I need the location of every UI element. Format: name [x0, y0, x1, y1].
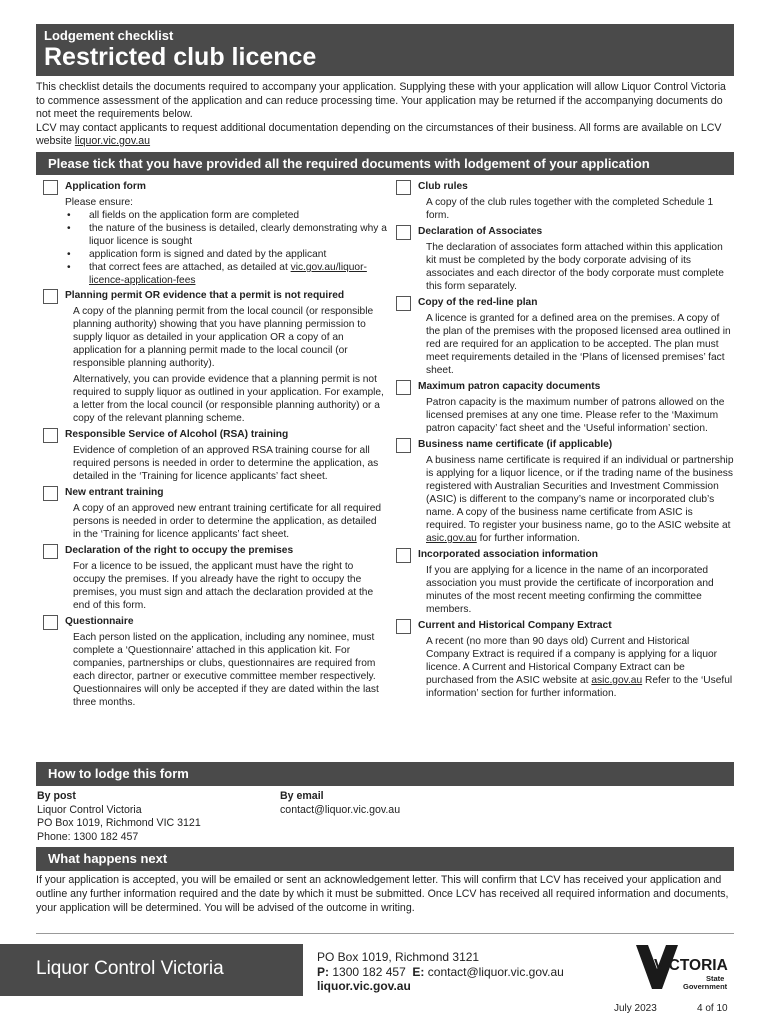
item-business-name-certificate: Business name certificate (if applicable) A business name certificate is required if an individual or partnership is applying for a liquor licence, or if the trading name of the business registered with Australian Securities and Investment Commission (ASIC) is different to the company’s name or incorporated club’s name. A copy of the business name certificate from ASIC is required. To register your business name, go to the ASIC website at asic.gov.au for further information.	[390, 438, 734, 545]
footer-divider	[36, 933, 734, 934]
footer-date: July 2023	[614, 1003, 657, 1014]
item-rsa-training: Responsible Service of Alcohol (RSA) training Evidence of completion of an approved RSA training course for all required persons is needed in order to determine the application, as detailed in the ‘Training for licence applicants’ fact sheet.	[37, 428, 387, 483]
footer-email[interactable]: contact@liquor.vic.gov.au	[427, 964, 564, 979]
fees-link[interactable]: vic.gov.au/liquor-licence-application-fees	[89, 262, 367, 286]
lodge-by-email: By email contact@liquor.vic.gov.au	[280, 790, 530, 817]
checkbox-right-to-occupy[interactable]	[43, 544, 58, 559]
item-application-form: Application form Please ensure: • all fields on the application form are completed • the nature of the business is detailed, clearly demonstrating why a liquor licence is sought • application form is signed and dated by the applicant • that correct fees are attached, as detailed at vic.gov.au/liquor-licence-application-fees	[37, 180, 387, 287]
checkbox-planning-permit[interactable]	[43, 289, 58, 304]
item-declaration-of-associates: Declaration of Associates The declaration of associates form attached within this application kit must be completed by the body corporate advising of its associates and each director of the body corporate must complete this form separately.	[390, 225, 734, 293]
footer-website[interactable]: liquor.vic.gov.au	[317, 979, 411, 993]
item-new-entrant-training: New entrant training A copy of an approved new entrant training certificate for all required persons is needed in order to determine the application, as detailed in the ‘Training for licence applicants’ fact sheet.	[37, 486, 387, 541]
item-patron-capacity: Maximum patron capacity documents Patron capacity is the maximum number of patrons allowed on the licensed premises at any one time. Please refer to the ‘Maximum patron capacity’ fact sheet and the ‘Useful information’ section.	[390, 380, 734, 435]
item-questionnaire: Questionnaire Each person listed on the application, including any nominee, must complete a ‘Questionnaire’ attached in this application kit. For companies, partnerships or clubs, questionnaires are required from each director, partner or executive committee member respectively. Questionnaires will only be accepted if they are dated within the last three months.	[37, 615, 387, 709]
checklist-left-column	[37, 180, 387, 712]
checklist-right-column	[390, 180, 734, 703]
document-subtitle: Lodgement checklist	[44, 28, 174, 43]
how-to-lodge-heading: How to lodge this form	[36, 762, 734, 786]
item-right-to-occupy: Declaration of the right to occupy the premises For a licence to be issued, the applicant must have the right to occupy the premises. If you already have the right to occupy the premises, you must sign and attach the declaration provided at the end of this form.	[37, 544, 387, 612]
checkbox-new-entrant-training[interactable]	[43, 486, 58, 501]
lcv-website-link[interactable]: liquor.vic.gov.au	[74, 135, 151, 147]
item-planning-permit: Planning permit OR evidence that a permit is not required A copy of the planning permit from the local council (or responsible planning authority) showing that you have planning permission to supply liquor as detailed in your application OR a copy of an application for a planning permit made to the local council (or responsible planning authority). Alternatively, you can provide evidence that a planning permit is not required to supply liquor as outlined in your application. For example, a letter from the local council (or responsible planning authority) or a copy of the relevant planning scheme.	[37, 289, 387, 425]
item-incorporated-association: Incorporated association information If you are applying for a licence in the name of an incorporated association you must provide the certificate of incorporation and minutes of the most recent meeting confirming the committee members.	[390, 548, 734, 616]
footer-org-name: Liquor Control Victoria	[36, 958, 224, 979]
checkbox-red-line-plan[interactable]	[396, 296, 411, 311]
item-red-line-plan: Copy of the red-line plan A licence is granted for a defined area on the premises. A copy of the plan of the premises with the proposed licensed area outlined in red are required for an application to be accepted. The plan must meet requirements detailed in the ‘Plans of licensed premises’ fact sheet.	[390, 296, 734, 377]
what-happens-next-text: If your application is accepted, you will be emailed or sent an acknowledgement letter. This will confirm that LCV has received your application and outline any further information required and the date by which it must be submitted. Once LCV has received all required information and documents, your application will be determined. You will be advised of the outcome in writing.	[36, 874, 729, 914]
intro-paragraph-2: LCV may contact applicants to request additional documentation depending on the circumstances of their business. All forms are available on LCV website liquor.vic.gov.au	[36, 121, 722, 147]
item-company-extract: Current and Historical Company Extract A recent (no more than 90 days old) Current and Historical Company Extract is required if a company is applying for a liquor licence. A Current and Historical Company Extract can be purchased from the ASIC website at asic.gov.au Refer to the ‘Useful information’ section for further information.	[390, 619, 734, 700]
asic-link[interactable]: asic.gov.au	[426, 533, 477, 544]
checkbox-application-form[interactable]	[43, 180, 58, 195]
checkbox-company-extract[interactable]	[396, 619, 411, 634]
victoria-logo-icon	[632, 943, 734, 995]
svg-text:VICTORIA: VICTORIA	[654, 957, 728, 974]
asic-extract-link[interactable]: asic.gov.au	[591, 675, 643, 686]
checkbox-business-name-certificate[interactable]	[396, 438, 411, 453]
document-title: Restricted club licence	[44, 43, 317, 71]
what-happens-next-heading: What happens next	[36, 847, 734, 871]
checkbox-declaration-of-associates[interactable]	[396, 225, 411, 240]
checklist-heading: Please tick that you have provided all the required documents with lodgement of your application	[36, 152, 734, 175]
checkbox-rsa-training[interactable]	[43, 428, 58, 443]
checkbox-questionnaire[interactable]	[43, 615, 58, 630]
footer-band	[0, 944, 303, 996]
svg-text:State: State	[706, 974, 725, 983]
victoria-state-government-logo	[632, 943, 734, 995]
lodge-email-address[interactable]: contact@liquor.vic.gov.au	[280, 803, 401, 816]
title-banner	[36, 24, 734, 76]
intro-text	[36, 81, 734, 149]
svg-text:Government: Government	[683, 982, 728, 991]
checkbox-club-rules[interactable]	[396, 180, 411, 195]
intro-paragraph-1: This checklist details the documents required to accompany your application. Supplying these with your application will allow Liquor Control Victoria to commence assessment of the application and can reduce processing time. Your application may be returned if the accompanying documents do not meet the requirements below.	[36, 81, 726, 120]
footer-contact: PO Box 1019, Richmond 3121 P: 1300 182 457 E: contact@liquor.vic.gov.au liquor.vic.gov.au	[317, 950, 564, 993]
checkbox-patron-capacity[interactable]	[396, 380, 411, 395]
lodge-by-post: By post Liquor Control Victoria PO Box 1019, Richmond VIC 3121 Phone: 1300 182 457	[37, 790, 201, 843]
page-number: 4 of 10	[697, 1003, 728, 1014]
item-club-rules: Club rules A copy of the club rules together with the completed Schedule 1 form.	[390, 180, 734, 222]
requirements-list: • all fields on the application form are completed • the nature of the business is detailed, clearly demonstrating why a liquor licence is sought • application form is signed and dated by the applicant • that correct fees are attached, as detailed at vic.gov.au/liquor-licence-application-fees	[65, 209, 387, 287]
checkbox-incorporated-association[interactable]	[396, 548, 411, 563]
item-title: Application form	[65, 181, 146, 192]
